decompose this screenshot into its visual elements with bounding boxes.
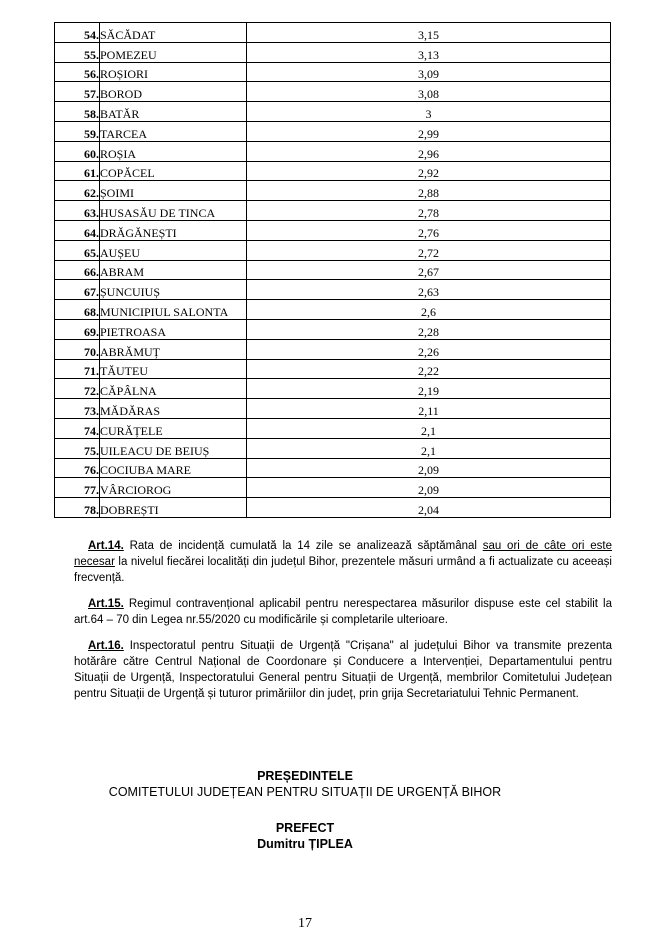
row-number: 55.: [55, 42, 100, 62]
table-row: [55, 201, 611, 221]
table-row: [55, 319, 611, 339]
locality-name: DOBREȘTI: [100, 498, 247, 518]
row-number: 65.: [55, 240, 100, 260]
locality-name: UILEACU DE BEIUȘ: [100, 438, 247, 458]
row-number: 70.: [55, 339, 100, 359]
incidence-value: 2,88: [247, 181, 611, 201]
table-row: [55, 240, 611, 260]
row-number: 57.: [55, 82, 100, 102]
row-number: 67.: [55, 280, 100, 300]
locality-name: ROȘIA: [100, 141, 247, 161]
table-row: [55, 458, 611, 478]
row-number: 60.: [55, 141, 100, 161]
incidence-value: 2,1: [247, 438, 611, 458]
locality-name: SĂCĂDAT: [100, 23, 247, 43]
incidence-value: 2,92: [247, 161, 611, 181]
table-row: [55, 62, 611, 82]
locality-name: ȘOIMI: [100, 181, 247, 201]
incidence-value: 2,72: [247, 240, 611, 260]
incidence-value: 2,6: [247, 300, 611, 320]
incidence-value: 2,99: [247, 121, 611, 141]
article-14-underlined: sau ori de câte ori este necesar: [74, 540, 612, 568]
row-number: 75.: [55, 438, 100, 458]
table-row: [55, 438, 611, 458]
article-14-ref: Art.14.: [88, 540, 124, 552]
page-number: 17: [298, 916, 312, 931]
table-row: [55, 102, 611, 122]
row-number: 58.: [55, 102, 100, 122]
signature-committee: COMITETULUI JUDEȚEAN PENTRU SITUAȚII DE URGENȚĂ BIHOR: [108, 785, 502, 799]
locality-name: CURĂȚELE: [100, 418, 247, 438]
locality-name: PIETROASA: [100, 319, 247, 339]
row-number: 56.: [55, 62, 100, 82]
incidence-value: 2,22: [247, 359, 611, 379]
table-row: [55, 82, 611, 102]
locality-name: ROȘIORI: [100, 62, 247, 82]
incidence-value: 2,96: [247, 141, 611, 161]
row-number: 76.: [55, 458, 100, 478]
article-15-ref: Art.15.: [88, 598, 124, 610]
row-number: 61.: [55, 161, 100, 181]
locality-name: CĂPÂLNA: [100, 379, 247, 399]
article-15-text: Regimul contravențional aplicabil pentru nerespectarea măsurilor dispuse este cel stabilit la art.64 – 70 din Legea nr.55/2020 cu modificările și completarile ulterioare.: [74, 598, 612, 626]
article-16-text: Inspectoratul pentru Situații de Urgență "Crișana" al județului Bihor va transmite prezenta hotărâre către Centrul Național de Coordonare și Conducere a Intervenției, Departamentului pentru Situații de Urgență, Inspectoratului General pentru Situații de Urgență, membrilor Comitetului Județean pentru Situații de Urgență și tuturor primăriilor din județ, prin grija Secretariatului Tehnic Permanent.: [74, 640, 612, 700]
incidence-value: 3,15: [247, 23, 611, 43]
signature-title: PREȘEDINTELE: [257, 769, 353, 783]
incidence-value: 2,63: [247, 280, 611, 300]
locality-name: COCIUBA MARE: [100, 458, 247, 478]
incidence-value: 2,76: [247, 220, 611, 240]
locality-name: ABRAM: [100, 260, 247, 280]
table-row: [55, 478, 611, 498]
row-number: 73.: [55, 399, 100, 419]
row-number: 69.: [55, 319, 100, 339]
incidence-value: 2,09: [247, 458, 611, 478]
incidence-value: 3,09: [247, 62, 611, 82]
article-14: [74, 538, 612, 586]
article-14-text-b: la nivelul fiecărei localități din județul Bihor, prezentele măsuri urmând a fi actualizate cu aceeași frecvență.: [74, 556, 612, 584]
incidence-value: 2,28: [247, 319, 611, 339]
locality-name: MĂDĂRAS: [100, 399, 247, 419]
table-row: [55, 379, 611, 399]
incidence-value: 2,67: [247, 260, 611, 280]
incidence-table-body: [55, 23, 611, 518]
locality-name: MUNICIPIUL SALONTA: [100, 300, 247, 320]
row-number: 66.: [55, 260, 100, 280]
incidence-value: 2,11: [247, 399, 611, 419]
row-number: 62.: [55, 181, 100, 201]
table-row: [55, 300, 611, 320]
table-row: [55, 42, 611, 62]
locality-name: ȘUNCUIUȘ: [100, 280, 247, 300]
locality-name: POMEZEU: [100, 42, 247, 62]
article-15: [74, 596, 612, 628]
row-number: 72.: [55, 379, 100, 399]
table-row: [55, 220, 611, 240]
locality-name: BATĂR: [100, 102, 247, 122]
table-row: [55, 260, 611, 280]
incidence-value: 2,04: [247, 498, 611, 518]
row-number: 54.: [55, 23, 100, 43]
incidence-value: 2,09: [247, 478, 611, 498]
incidence-value: 3: [247, 102, 611, 122]
table-row: [55, 23, 611, 43]
article-16: [74, 638, 612, 702]
row-number: 63.: [55, 201, 100, 221]
row-number: 78.: [55, 498, 100, 518]
locality-name: TĂUTEU: [100, 359, 247, 379]
locality-name: ABRĂMUȚ: [100, 339, 247, 359]
locality-name: HUSASĂU DE TINCA: [100, 201, 247, 221]
signature-role: PREFECT: [275, 821, 335, 835]
incidence-value: 2,19: [247, 379, 611, 399]
row-number: 68.: [55, 300, 100, 320]
incidence-value: 2,1: [247, 418, 611, 438]
table-row: [55, 399, 611, 419]
signature-prefect-block: [0, 820, 610, 852]
locality-name: DRĂGĂNEȘTI: [100, 220, 247, 240]
locality-name: AUȘEU: [100, 240, 247, 260]
table-row: [55, 280, 611, 300]
incidence-table: [54, 22, 611, 518]
table-row: [55, 121, 611, 141]
row-number: 59.: [55, 121, 100, 141]
row-number: 64.: [55, 220, 100, 240]
table-row: [55, 359, 611, 379]
signature-name: Dumitru ȚIPLEA: [257, 837, 353, 851]
incidence-value: 2,78: [247, 201, 611, 221]
table-row: [55, 498, 611, 518]
locality-name: COPĂCEL: [100, 161, 247, 181]
table-row: [55, 339, 611, 359]
incidence-value: 3,13: [247, 42, 611, 62]
table-row: [55, 181, 611, 201]
locality-name: VÂRCIOROG: [100, 478, 247, 498]
row-number: 71.: [55, 359, 100, 379]
row-number: 74.: [55, 418, 100, 438]
table-row: [55, 141, 611, 161]
table-row: [55, 161, 611, 181]
articles-section: [74, 538, 612, 712]
locality-name: TARCEA: [100, 121, 247, 141]
signature-block: [0, 768, 610, 800]
incidence-value: 2,26: [247, 339, 611, 359]
row-number: 77.: [55, 478, 100, 498]
article-14-text-a: Rata de incidență cumulată la 14 zile se analizează săptămânal: [123, 540, 483, 552]
article-16-ref: Art.16.: [88, 640, 124, 652]
incidence-value: 3,08: [247, 82, 611, 102]
table-row: [55, 418, 611, 438]
locality-name: BOROD: [100, 82, 247, 102]
